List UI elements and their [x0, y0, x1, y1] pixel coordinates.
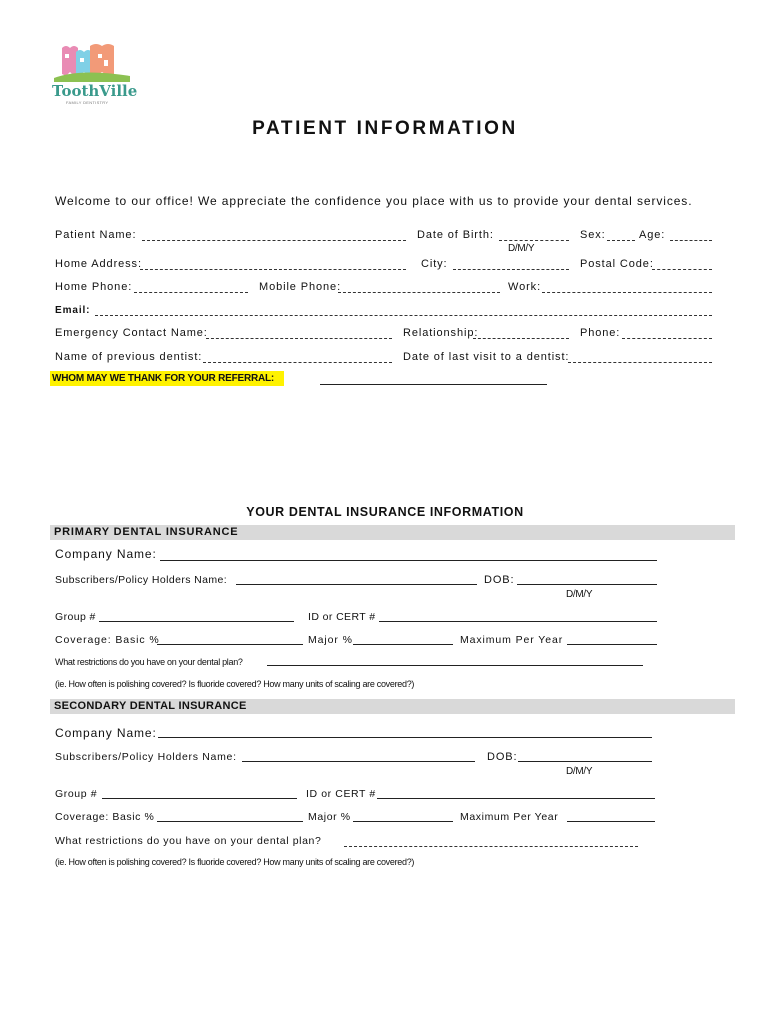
primary-subscriber-field[interactable]	[236, 584, 477, 585]
secondary-dob-field[interactable]	[518, 761, 652, 762]
tooth-houses-icon	[50, 44, 132, 84]
primary-id-cert-label: ID or CERT #	[308, 611, 376, 623]
home-phone-label: Home Phone:	[55, 281, 133, 293]
secondary-major-label: Major %	[308, 811, 351, 823]
primary-dob-field[interactable]	[517, 584, 657, 585]
date-of-birth-label: Date of Birth:	[417, 229, 494, 241]
primary-major-field[interactable]	[353, 644, 453, 645]
secondary-insurance-title: SECONDARY DENTAL INSURANCE	[54, 700, 247, 712]
primary-coverage-basic-label: Coverage: Basic %	[55, 634, 160, 646]
date-of-birth-field[interactable]	[499, 240, 569, 241]
secondary-coverage-note: (ie. How often is polishing covered? Is fluoride covered? How many units of scaling are covered?)	[55, 857, 415, 867]
sex-label: Sex:	[580, 229, 606, 241]
emergency-phone-field[interactable]	[622, 338, 712, 339]
primary-dob-label: DOB:	[484, 574, 515, 586]
primary-id-cert-field[interactable]	[379, 621, 657, 622]
secondary-group-field[interactable]	[102, 798, 297, 799]
secondary-dob-label: DOB:	[487, 751, 518, 763]
secondary-company-field[interactable]	[158, 737, 652, 738]
toothville-logo	[50, 44, 138, 105]
secondary-company-label: Company Name:	[55, 726, 157, 740]
patient-name-field[interactable]	[142, 240, 406, 241]
primary-max-per-year-field[interactable]	[567, 644, 657, 645]
primary-restrictions-field[interactable]	[267, 665, 643, 666]
secondary-major-field[interactable]	[353, 821, 453, 822]
previous-dentist-label: Name of previous dentist:	[55, 351, 203, 363]
secondary-restrictions-field[interactable]	[344, 846, 638, 847]
dob-format-hint: D/M/Y	[508, 243, 535, 254]
age-field[interactable]	[670, 240, 712, 241]
primary-coverage-basic-field[interactable]	[157, 644, 303, 645]
postal-code-label: Postal Code:	[580, 258, 654, 270]
sex-field[interactable]	[607, 240, 635, 241]
last-visit-field[interactable]	[568, 362, 712, 363]
primary-insurance-header	[50, 525, 735, 540]
page-title: PATIENT INFORMATION	[252, 118, 518, 139]
primary-group-field[interactable]	[99, 621, 294, 622]
primary-max-per-year-label: Maximum Per Year	[460, 634, 564, 646]
home-address-label: Home Address:	[55, 258, 142, 270]
referral-label: WHOM MAY WE THANK FOR YOUR REFERRAL:	[50, 371, 284, 386]
home-address-field[interactable]	[140, 269, 406, 270]
secondary-insurance-header	[50, 699, 735, 714]
last-visit-label: Date of last visit to a dentist:	[403, 351, 570, 363]
city-field[interactable]	[453, 269, 569, 270]
age-label: Age:	[639, 229, 666, 241]
secondary-subscriber-label: Subscribers/Policy Holders Name:	[55, 751, 237, 763]
primary-dob-format-hint: D/M/Y	[566, 589, 593, 600]
home-phone-field[interactable]	[134, 292, 248, 293]
primary-company-label: Company Name:	[55, 547, 157, 561]
primary-insurance-title: PRIMARY DENTAL INSURANCE	[54, 526, 239, 538]
postal-code-field[interactable]	[652, 269, 712, 270]
work-phone-field[interactable]	[542, 292, 712, 293]
secondary-coverage-basic-label: Coverage: Basic %	[55, 811, 155, 823]
secondary-restrictions-label: What restrictions do you have on your dental plan?	[55, 835, 322, 847]
city-label: City:	[421, 258, 448, 270]
relationship-field[interactable]	[473, 338, 569, 339]
relationship-label: Relationship:	[403, 327, 479, 339]
primary-company-field[interactable]	[160, 560, 657, 561]
logo-tagline: FAMILY DENTISTRY	[66, 100, 109, 105]
mobile-phone-field[interactable]	[338, 292, 500, 293]
emergency-phone-label: Phone:	[580, 327, 621, 339]
secondary-id-cert-field[interactable]	[377, 798, 655, 799]
referral-field[interactable]	[320, 384, 547, 385]
secondary-group-label: Group #	[55, 788, 98, 800]
logo-wordmark: ToothVille	[52, 82, 138, 100]
primary-major-label: Major %	[308, 634, 353, 646]
secondary-dob-format-hint: D/M/Y	[566, 766, 593, 777]
primary-coverage-note: (ie. How often is polishing covered? Is fluoride covered? How many units of scaling are covered?)	[55, 679, 415, 689]
primary-restrictions-label: What restrictions do you have on your dental plan?	[55, 657, 243, 667]
previous-dentist-field[interactable]	[203, 362, 392, 363]
secondary-subscriber-field[interactable]	[242, 761, 475, 762]
emergency-contact-label: Emergency Contact Name:	[55, 327, 208, 339]
mobile-phone-label: Mobile Phone:	[259, 281, 342, 293]
secondary-max-per-year-field[interactable]	[567, 821, 655, 822]
primary-group-label: Group #	[55, 611, 96, 623]
emergency-contact-field[interactable]	[206, 338, 392, 339]
welcome-text: Welcome to our office! We appreciate the confidence you place with us to provide your dental services.	[55, 194, 693, 208]
patient-name-label: Patient Name:	[55, 229, 137, 241]
work-phone-label: Work:	[508, 281, 542, 293]
email-label: Email:	[55, 305, 91, 316]
email-field[interactable]	[95, 315, 712, 316]
insurance-section-title: YOUR DENTAL INSURANCE INFORMATION	[246, 505, 524, 519]
secondary-coverage-basic-field[interactable]	[157, 821, 303, 822]
secondary-max-per-year-label: Maximum Per Year	[460, 811, 559, 823]
primary-subscriber-label: Subscribers/Policy Holders Name:	[55, 574, 228, 586]
secondary-id-cert-label: ID or CERT #	[306, 788, 376, 800]
